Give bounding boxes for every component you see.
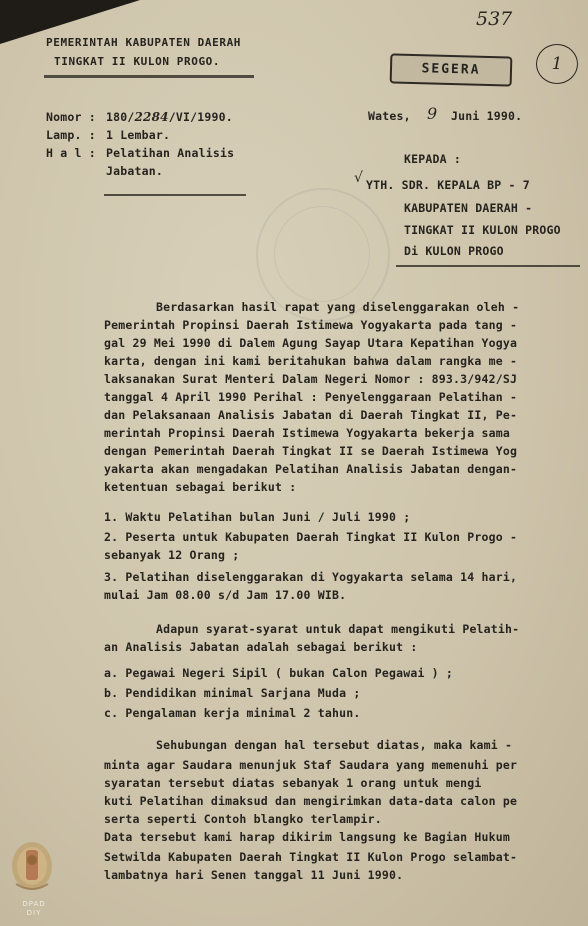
body-line: ketentuan sebagai berikut : <box>104 480 297 494</box>
circled-number: 1 <box>536 44 578 84</box>
body-line: lambatnya hari Senen tanggal 11 Juni 1990. <box>104 868 404 882</box>
recipient-line-3: TINGKAT II KULON PROGO <box>404 223 561 237</box>
body-line: syaratan tersebut diatas sebanyak 1 orang untuk mengi <box>104 776 482 790</box>
body-line: dengan Pemerintah Daerah Tingkat II se Daerah Istimewa Yog <box>104 444 518 458</box>
recipient-underline <box>396 265 580 267</box>
body-line: Pemerintah Propinsi Daerah Istimewa Yogyakarta pada tang - <box>104 318 518 332</box>
body-line: yakarta akan mengadakan Pelatihan Analisis Jabatan dengan- <box>104 462 518 476</box>
nomor-value: 180/2284/VI/1990. <box>106 110 233 124</box>
letterhead-underline <box>44 75 254 78</box>
hal-value-1: Pelatihan Analisis <box>106 146 235 160</box>
recipient-line-4: Di KULON PROGO <box>404 244 504 258</box>
body-line: kuti Pelatihan dimaksud dan mengirimkan data-data calon pe <box>104 794 518 808</box>
body-line: laksanakan Surat Menteri Dalam Negeri Nomor : 893.3/942/SJ <box>104 372 518 386</box>
page-number: 537 <box>476 8 513 30</box>
body-line: Adapun syarat-syarat untuk dapat mengikuti Pelatih- <box>156 622 520 636</box>
letterhead-line-1: PEMERINTAH KABUPATEN DAERAH <box>46 36 242 49</box>
body-line: merintah Propinsi Daerah Istimewa Yogyakarta bekerja sama <box>104 426 511 440</box>
body-line: karta, dengan ini kami beritahukan bahwa dalam rangka me - <box>104 354 518 368</box>
list-item: sebanyak 12 Orang ; <box>104 548 240 562</box>
date-month-year: Juni 1990. <box>451 109 523 123</box>
recipient-line-2: KABUPATEN DAERAH - <box>404 201 533 215</box>
kepada-label: KEPADA : <box>404 152 461 166</box>
hal-label: H a l : <box>46 146 96 160</box>
list-item: a. Pegawai Negeri Sipil ( bukan Calon Pegawai ) ; <box>104 666 454 680</box>
list-item: 2. Peserta untuk Kabupaten Daerah Tingkat II Kulon Progo - <box>104 530 518 544</box>
dpad-diy-watermark: DPAD DIY <box>22 900 46 917</box>
list-item: mulai Jam 08.00 s/d Jam 17.00 WIB. <box>104 588 347 602</box>
dpad-diy-crest-icon <box>8 836 56 900</box>
checkmark-icon: √ <box>354 170 363 186</box>
body-line: Sehubungan dengan hal tersebut diatas, maka kami - <box>156 738 513 752</box>
date-place: Wates, <box>368 109 411 123</box>
lamp-value: 1 Lembar. <box>106 128 171 142</box>
list-item: c. Pengalaman kerja minimal 2 tahun. <box>104 706 361 720</box>
body-line: Berdasarkan hasil rapat yang diselenggarakan oleh - <box>156 300 520 314</box>
body-line: minta agar Saudara menunjuk Staf Saudara yang memenuhi per <box>104 758 518 772</box>
list-item: b. Pendidikan minimal Sarjana Muda ; <box>104 686 361 700</box>
body-line: serta seperti Contoh blangko terlampir. <box>104 812 382 826</box>
body-line: dan Pelaksanaan Analisis Jabatan di Daerah Tingkat II, Pe- <box>104 408 518 422</box>
body-line: Setwilda Kabupaten Daerah Tingkat II Kulon Progo selambat- <box>104 850 518 864</box>
hal-value-2: Jabatan. <box>106 164 163 178</box>
body-line: an Analisis Jabatan adalah sebagai berikut : <box>104 640 418 654</box>
list-item: 3. Pelatihan diselenggarakan di Yogyakarta selama 14 hari, <box>104 570 518 584</box>
nomor-label: Nomor : <box>46 110 96 124</box>
body-line: tanggal 4 April 1990 Perihal : Penyelenggaraan Pelatihan - <box>104 390 518 404</box>
body-line: Data tersebut kami harap dikirim langsung ke Bagian Hukum <box>104 830 511 844</box>
letterhead-line-2: TINGKAT II KULON PROGO. <box>54 55 221 68</box>
body-line: gal 29 Mei 1990 di Dalem Agung Sayap Utara Kepatihan Yogya <box>104 336 518 350</box>
date-day: 9 <box>427 104 438 123</box>
lamp-label: Lamp. : <box>46 128 96 142</box>
segera-stamp: SEGERA <box>390 53 513 86</box>
list-item: 1. Waktu Pelatihan bulan Juni / Juli 1990 ; <box>104 510 411 524</box>
recipient-line-1: YTH. SDR. KEPALA BP - 7 <box>366 178 530 192</box>
hal-underline <box>104 194 246 196</box>
